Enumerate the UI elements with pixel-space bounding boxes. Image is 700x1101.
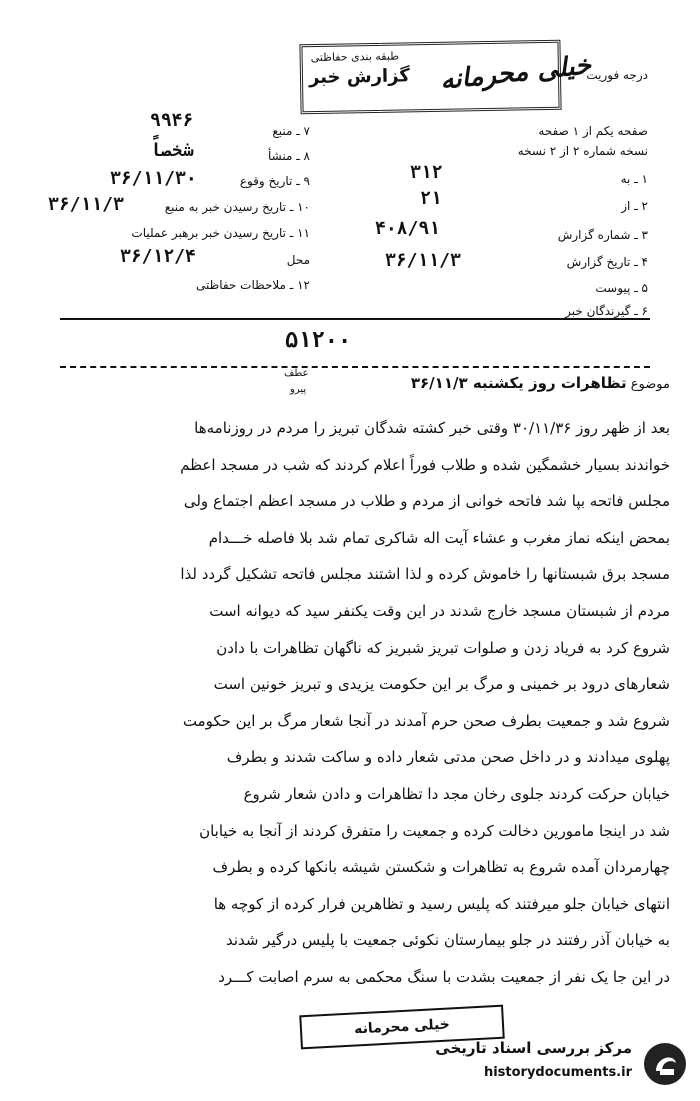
watermark-en: historydocuments.ir	[483, 1065, 632, 1080]
body-line: بمحض اینکه نماز مغرب و عشاء آیت اله شاکری تمام شد بلا فاصله خـــدام	[208, 528, 670, 547]
body-line: شروع شد و جمعیت بطرف صحن حرم آمدند در آنجا شعار مرگ بر این حکومت	[182, 711, 670, 730]
body-line: چهارمردان آمده شروع به تظاهرات و شکستن شیشه بانکها کرده و بطرف	[212, 858, 670, 877]
val-to: ۳۱۲	[410, 162, 443, 183]
archive-logo-icon	[642, 1041, 688, 1087]
body-line: انتهای خیابان جلو میرفتند که پلیس رسید و تظاهرین فرار کرده از کوچه ها	[213, 894, 670, 913]
subject-label: موضوع	[630, 377, 670, 392]
field-origin-label: ۸ ـ منشأ	[267, 149, 310, 163]
field-received-ops-label: ۱۱ ـ تاریخ رسیدن خبر برهبر عملیات	[131, 226, 310, 240]
subject-divider	[60, 366, 650, 368]
field-source-label: ۷ ـ منبع	[272, 124, 310, 138]
val-event-date: ۳۶/۱۱/۳۰	[110, 168, 197, 189]
page-info: صفحه یکم از ۱ صفحه	[538, 124, 648, 138]
body-line: مردم از شبستان مسجد خارج شدند در این وقت یکنفر سید که دیوانه است	[209, 601, 670, 620]
stamp-line2: گزارش خبر	[308, 65, 410, 89]
field-attachment-label: ۵ ـ پیوست	[595, 281, 648, 295]
watermark-fa: مرکز بررسی اسناد تاریخی	[435, 1039, 632, 1057]
field-report-no-label: ۳ ـ شماره گزارش	[557, 228, 648, 242]
val-received-source: ۳۶/۱۱/۳	[48, 194, 124, 215]
field-from-label: ۲ ـ از	[621, 199, 648, 213]
field-recipients-label: ۶ ـ گیرندگان خبر	[565, 304, 648, 318]
body-line: شروع کرد به فریاد زدن و صلوات تبریز شبریز که ناگهان تظاهرات با دادن	[216, 638, 670, 657]
copy-info: نسخه شماره ۲ از ۲ نسخه	[517, 144, 648, 158]
watermark	[422, 1035, 692, 1095]
val-received-ops: ۳۶/۱۲/۴	[120, 246, 196, 267]
val-from: ۲۱	[420, 188, 442, 209]
body-line: مسجد برق شبستانها را خاموش کرده و لذا اشتند مجلس فاتحه تشکیل گردد لذا	[180, 565, 670, 584]
subject-text: تظاهرات روز یکشنبه ۳۶/۱۱/۳	[410, 374, 627, 392]
body-line: به خیابان آذر رفتند در جلو بیمارستان نکوئی جمعیت با پلیس درگیر شدند	[226, 931, 670, 950]
body-line: پهلوی میدادند و در داخل صحن مدتی شعار داده و ساکت شدند و بطرف	[226, 748, 670, 767]
body-line: خواندند بسیار خشمگین شده و طلاب فوراً اعلام کردند که شب در مسجد اعظم	[180, 455, 670, 474]
subject-line	[411, 374, 670, 392]
body-line: شعارهای درود بر خمینی و مرگ بر این حکومت یزیدی و تبریز خونین است	[213, 675, 670, 694]
bottom-classification-stamp: خیلی محرمانه	[299, 1005, 504, 1050]
body-line: شد در اینجا مامورین دخالت کرده و جمعیت را متفرق کردند از آنجا به خیابان	[199, 821, 670, 840]
field-remarks-label: ۱۲ ـ ملاحظات حفاظتی	[196, 278, 310, 292]
val-source: ۹۹۴۶	[150, 110, 194, 131]
field-event-date-label: ۹ ـ تاریخ وقوع	[239, 174, 310, 188]
field-received-source-label: ۱۰ ـ تاریخ رسیدن خبر به منبع	[164, 200, 310, 214]
report-body	[30, 410, 670, 996]
stamp-line1: طبقه بندی حفاظتی	[310, 49, 400, 65]
body-line: بعد از ظهر روز ۳۰/۱۱/۳۶ وقتی خبر کشته شدگان تبریز را مردم در روزنامه‌ها	[194, 419, 670, 437]
priority-label: درجه فوریت	[586, 68, 648, 82]
body-line: مجلس فاتحه بپا شد فاتحه خوانی از مردم و طلاب در مسجد اعظم اجتماع ولی	[183, 492, 670, 511]
subject-annot-bottom: پیرو	[290, 384, 307, 395]
header-divider	[60, 318, 650, 320]
body-line: خیابان حرکت کردند جلوی رخان مجد دا تظاهرات و دادن شعار شروع	[243, 784, 670, 803]
field-report-date-label: ۴ ـ تاریخ گزارش	[566, 255, 648, 269]
subject-annot-top: عطف	[284, 368, 309, 379]
val-origin: شخصاً	[150, 140, 194, 161]
val-report-date: ۳۶/۱۱/۳	[385, 250, 461, 271]
handwritten-classification: خیلی محرمانه	[438, 50, 593, 96]
field-place-label: محل	[286, 253, 310, 267]
body-line: در این جا یک نفر از جمعیت بشدت با سنگ محکمی به سرم اصابت کـــرد	[218, 967, 670, 986]
reference-number: ۵۱۲۰۰	[285, 328, 352, 353]
val-report-no: ۴۰۸/۹۱	[375, 218, 441, 239]
field-to-label: ۱ ـ به	[620, 172, 648, 186]
